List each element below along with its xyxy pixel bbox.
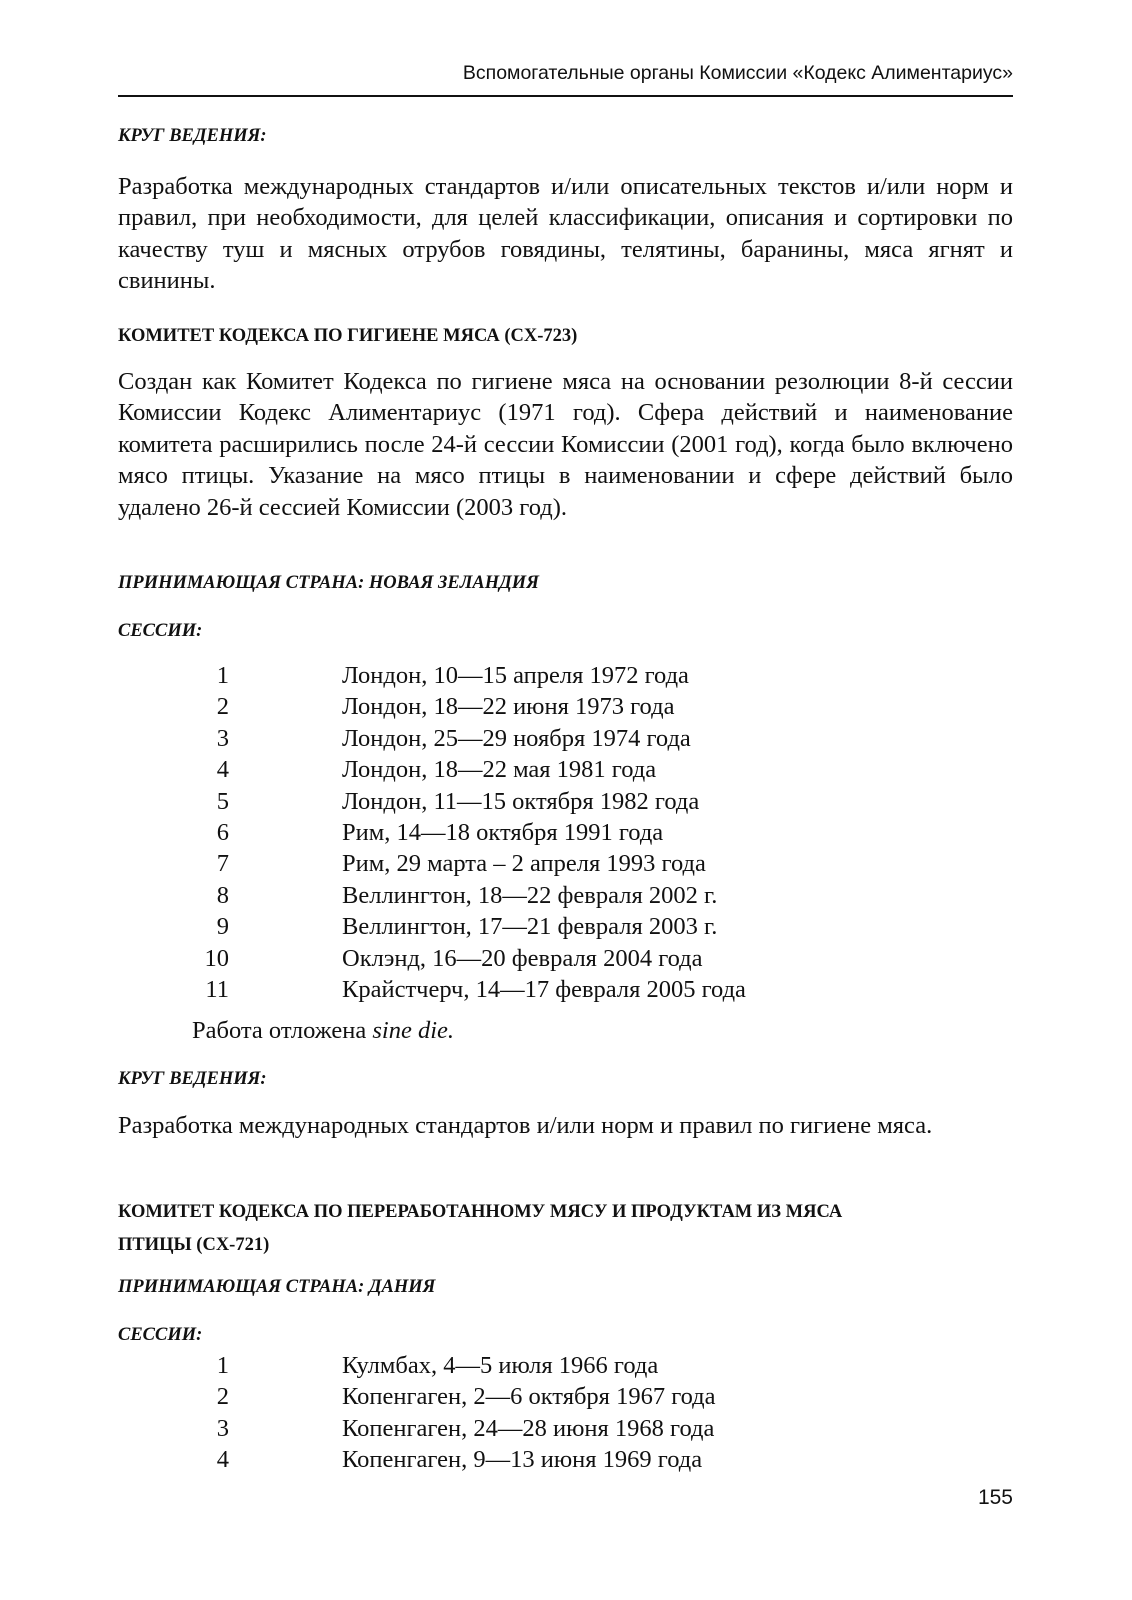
session-place-date: Кулмбах, 4—5 июля 1966 года [342,1352,659,1379]
session-place-date: Копенгаген, 24—28 июня 1968 года [342,1414,715,1442]
committee-1-title: КОМИТЕТ КОДЕКСА ПО ГИГИЕНЕ МЯСА (CX-723) [118,326,578,346]
session-row [118,943,1013,974]
session-row [118,880,1013,911]
committee-2-title-line1: КОМИТЕТ КОДЕКСА ПО ПЕРЕРАБОТАННОМУ МЯСУ И ПРОДУКТАМ ИЗ МЯСА [118,1202,843,1222]
committee-1-sessions-label: СЕССИИ: [118,621,203,641]
note-italic: sine die. [372,1017,455,1044]
session-number: 1 [216,662,229,689]
committee-2-host: ПРИНИМАЮЩАЯ СТРАНА: ДАНИЯ [118,1277,436,1297]
session-row [118,1444,1013,1475]
session-number: 11 [205,975,229,1003]
session-number: 6 [216,818,229,846]
header-rule [118,95,1013,97]
session-place-date: Крайстчерч, 14—17 февраля 2005 года [342,975,746,1003]
running-head: Вспомогательные органы Комиссии «Кодекс Алиментариус» [462,62,1013,84]
terms-text-1: Разработка международных стандартов и/или описательных текстов и/или норм и правил, при необходимости, для целей классификации, описания и сортировки по качеству туш и мясных отрубов говядины, телятины, баранины, мяса ягнят и свинины. [118,173,1013,295]
session-place-date: Копенгаген, 9—13 июня 1969 года [342,1446,703,1474]
session-place-date: Лондон, 10—15 апреля 1972 года [342,662,689,689]
session-place-date: Веллингтон, 18—22 февраля 2002 г. [342,881,718,909]
session-number: 4 [216,756,229,784]
session-place-date: Лондон, 18—22 июня 1973 года [342,693,675,721]
committee-2-title-line2: ПТИЦЫ (CX-721) [118,1235,270,1255]
committee-2-sessions-label: СЕССИИ: [118,1325,203,1345]
session-number: 2 [216,1383,229,1411]
session-number: 10 [204,944,229,972]
note-text: Работа отложена [192,1017,373,1044]
committee-1-note [192,1017,454,1045]
session-row [118,1413,1013,1444]
session-place-date: Копенгаген, 2—6 октября 1967 года [342,1383,716,1411]
committee-1-description: Создан как Комитет Кодекса по гигиене мяса на основании резолюции 8-й сессии Комиссии Кодекс Алиментариус (1971 год). Сфера действий и наименование комитета расширились после 24-й сессии Комиссии (2001 год), когда было включено мясо птицы. Указание на мясо птицы в наименовании и сфере действий было удалено 26-й сессией Комиссии (2003 год). [118,368,1013,521]
session-row [118,723,1013,754]
session-row [118,974,1013,1005]
committee-1-terms-label: КРУГ ВЕДЕНИЯ: [118,1069,267,1089]
committee-2-sessions-list [118,1350,1013,1476]
committee-1-terms-text: Разработка международных стандартов и/или норм и правил по гигиене мяса. [118,1112,933,1139]
session-number: 3 [216,724,229,752]
session-number: 2 [216,693,229,721]
session-number: 4 [216,1446,229,1474]
session-place-date: Лондон, 25—29 ноября 1974 года [342,724,691,752]
committee-1-host: ПРИНИМАЮЩАЯ СТРАНА: НОВАЯ ЗЕЛАНДИЯ [118,573,539,593]
session-row [118,754,1013,785]
session-number: 3 [216,1414,229,1442]
session-row [118,848,1013,879]
session-row [118,1350,1013,1381]
session-place-date: Лондон, 11—15 октября 1982 года [342,787,700,815]
session-place-date: Рим, 29 марта – 2 апреля 1993 года [342,850,706,878]
session-place-date: Рим, 14—18 октября 1991 года [342,818,664,846]
page-number: 155 [977,1486,1013,1509]
session-number: 8 [216,881,229,909]
session-row [118,691,1013,722]
session-row [118,660,1013,691]
session-place-date: Оклэнд, 16—20 февраля 2004 года [342,944,703,972]
session-number: 1 [216,1352,229,1379]
session-row [118,1381,1013,1412]
session-place-date: Веллингтон, 17—21 февраля 2003 г. [342,913,718,941]
document-page [118,0,1013,1600]
session-number: 5 [216,787,229,815]
session-row [118,786,1013,817]
committee-1-sessions-list [118,660,1013,1005]
session-number: 7 [216,850,229,878]
session-place-date: Лондон, 18—22 мая 1981 года [342,756,657,784]
session-row [118,911,1013,942]
session-number: 9 [216,913,229,941]
session-row [118,817,1013,848]
terms-label-1: КРУГ ВЕДЕНИЯ: [118,126,267,146]
